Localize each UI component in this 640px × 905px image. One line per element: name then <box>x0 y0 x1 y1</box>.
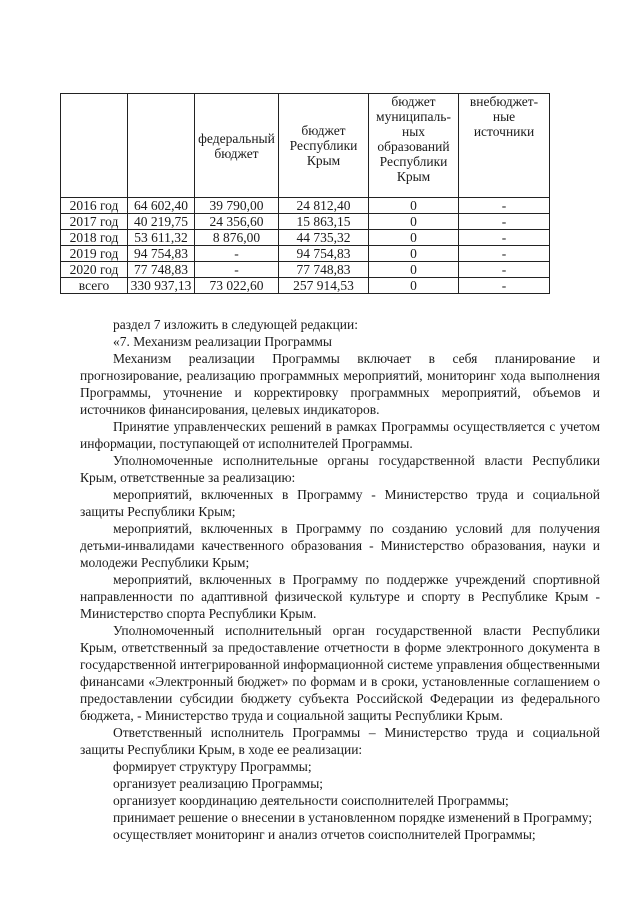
total-cell: 53 611,32 <box>128 230 195 246</box>
extrabudget-cell: - <box>459 246 550 262</box>
header-cell-republic: бюджет Республики Крым <box>279 94 369 198</box>
table-row-total <box>61 278 550 294</box>
federal-cell: 39 790,00 <box>195 198 279 214</box>
federal-cell: 73 022,60 <box>195 278 279 294</box>
header-cell-municipal: бюджет муниципаль-ных образований Республики Крым <box>369 94 459 198</box>
table-row <box>61 230 550 246</box>
municipal-cell: 0 <box>369 246 459 262</box>
year-cell: 2018 год <box>61 230 128 246</box>
total-cell: 40 219,75 <box>128 214 195 230</box>
republic-cell: 44 735,32 <box>279 230 369 246</box>
paragraph: Ответственный исполнитель Программы – Министерство труда и социальной защиты Республики Крым, в ходе ее реализации: <box>80 725 600 757</box>
federal-cell: - <box>195 262 279 278</box>
municipal-cell: 0 <box>369 214 459 230</box>
list-item: формирует структуру Программы; <box>113 759 312 774</box>
paragraph: мероприятий, включенных в Программу по созданию условий для получения детьми-инвалидами качественного образования - Министерство образования, науки и молодежи Республики Крым; <box>80 521 600 570</box>
republic-cell: 94 754,83 <box>279 246 369 262</box>
total-cell: 77 748,83 <box>128 262 195 278</box>
paragraph: мероприятий, включенных в Программу по поддержке учреждений спортивной направленности по адаптивной физической культуре и спорту в Республике Крым - Министерство спорта Республики Крым. <box>80 572 600 621</box>
municipal-cell: 0 <box>369 278 459 294</box>
paragraph: Уполномоченные исполнительные органы государственной власти Республики Крым, ответственные за реализацию: <box>80 453 600 485</box>
year-cell: 2016 год <box>61 198 128 214</box>
list-item: осуществляет мониторинг и анализ отчетов соисполнителей Программы; <box>113 827 536 842</box>
republic-cell: 77 748,83 <box>279 262 369 278</box>
table-row <box>61 214 550 230</box>
paragraph: раздел 7 изложить в следующей редакции: <box>113 317 359 332</box>
extrabudget-cell: - <box>459 214 550 230</box>
year-cell: 2019 год <box>61 246 128 262</box>
table-row <box>61 262 550 278</box>
paragraph: мероприятий, включенных в Программу - Министерство труда и социальной защиты Республики Крым; <box>80 487 600 519</box>
paragraph: Механизм реализации Программы включает в себя планирование и прогнозирование, реализацию программных мероприятий, мониторинг хода выполнения Программы, уточнение и корректировку программных мероприятий, объемов и источников финансирования, целевых индикаторов. <box>80 351 600 417</box>
municipal-cell: 0 <box>369 262 459 278</box>
municipal-cell: 0 <box>369 230 459 246</box>
header-cell <box>61 94 128 198</box>
extrabudget-cell: - <box>459 198 550 214</box>
table-header-row <box>61 94 550 198</box>
year-cell: 2017 год <box>61 214 128 230</box>
total-cell: 94 754,83 <box>128 246 195 262</box>
section-heading: «7. Механизм реализации Программы <box>113 334 332 349</box>
funding-table <box>60 93 550 294</box>
header-cell-extrabudget: внебюджет-ные источники <box>459 94 550 198</box>
republic-cell: 257 914,53 <box>279 278 369 294</box>
extrabudget-cell: - <box>459 230 550 246</box>
extrabudget-cell: - <box>459 262 550 278</box>
list-item: организует реализацию Программы; <box>113 776 324 791</box>
table-row <box>61 246 550 262</box>
list-item: организует координацию деятельности соисполнителей Программы; <box>113 793 509 808</box>
federal-cell: - <box>195 246 279 262</box>
total-cell: 330 937,13 <box>128 278 195 294</box>
paragraph: Уполномоченный исполнительный орган государственной власти Республики Крым, ответственный за предоставление отчетности в форме электронного документа в государственной интегрированной информационной системе управления общественными финансами «Электронный бюджет» по формам и в сроки, установленные соглашением о предоставлении субсидии бюджету субъекта Российской Федерации из федерального бюджета, - Министерство труда и социальной защиты Республики Крым. <box>80 623 600 723</box>
header-cell-federal: федеральный бюджет <box>195 94 279 198</box>
republic-cell: 24 812,40 <box>279 198 369 214</box>
table-row <box>61 198 550 214</box>
header-cell <box>128 94 195 198</box>
municipal-cell: 0 <box>369 198 459 214</box>
list-item: принимает решение о внесении в установленном порядке изменений в Программу; <box>113 810 593 825</box>
extrabudget-cell: - <box>459 278 550 294</box>
republic-cell: 15 863,15 <box>279 214 369 230</box>
year-cell: 2020 год <box>61 262 128 278</box>
federal-cell: 24 356,60 <box>195 214 279 230</box>
paragraph: Принятие управленческих решений в рамках Программы осуществляется с учетом информации, поступающей от исполнителей Программы. <box>80 419 600 451</box>
document-body <box>80 316 600 843</box>
year-cell: всего <box>61 278 128 294</box>
federal-cell: 8 876,00 <box>195 230 279 246</box>
total-cell: 64 602,40 <box>128 198 195 214</box>
